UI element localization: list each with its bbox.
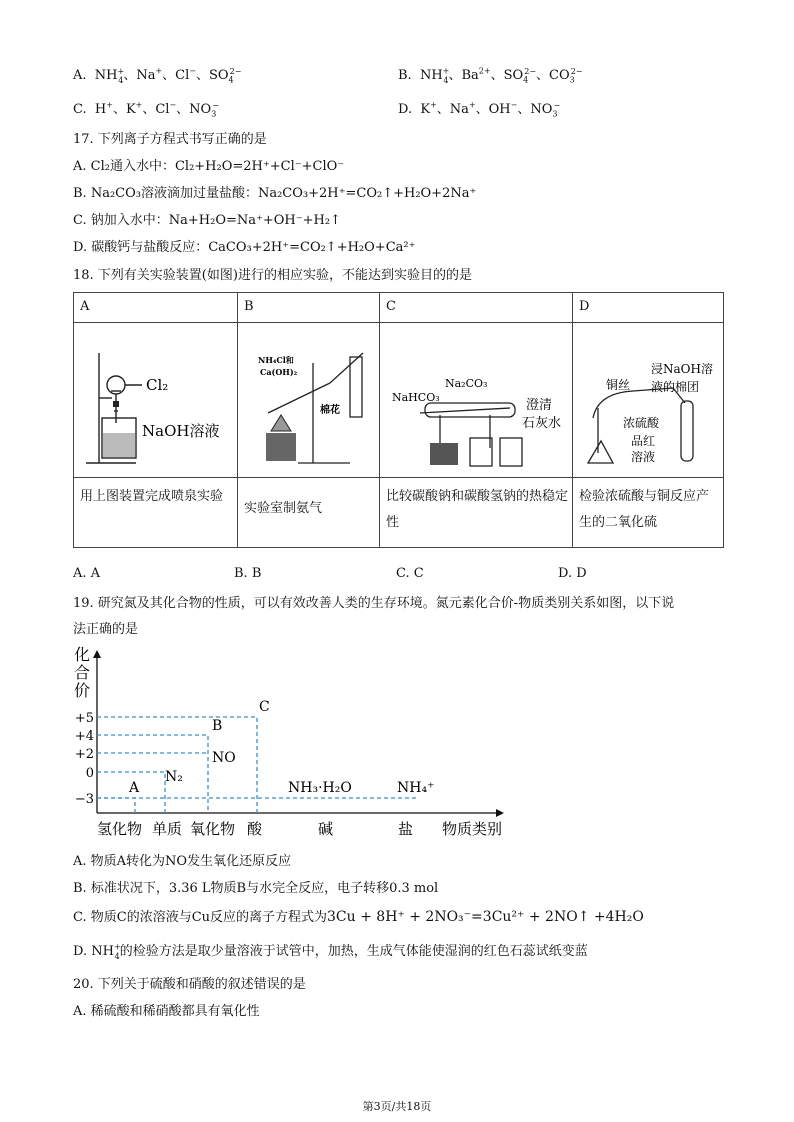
y-tick-label: +5 xyxy=(74,711,94,726)
q18-desc-d: 检验浓硫酸与铜反应产生的二氧化硫 xyxy=(573,478,724,548)
q19-option-c-equation: 3Cu + 8H⁺ + 2NO₃⁻=3Cu²⁺ + 2NO↑ +4H₂O xyxy=(327,909,644,925)
q18-figure-c xyxy=(380,323,573,478)
q16-option-b: B. $NH^+_4$、$Ba^{2+}$、$SO_4^{2-}$、$CO_3^{2-}$ xyxy=(398,66,583,85)
q18-answer-a: A. A xyxy=(73,566,101,581)
x-axis-label: 物质类别 xyxy=(442,820,503,838)
label-caoh2: Ca(OH)₂ xyxy=(260,367,298,377)
q18-desc-a: 用上图装置完成喷泉实验 xyxy=(74,478,238,548)
valence-chart-svg xyxy=(70,640,530,840)
q17-option-d: D. 碳酸钙与盐酸反应：CaCO₃+2H⁺=CO₂↑+H₂O+Ca²⁺ xyxy=(73,240,416,255)
y-tick-label: +4 xyxy=(74,729,94,744)
label-na2co3: Na₂CO₃ xyxy=(445,377,488,390)
q19-stem-line1: 19. 研究氮及其化合物的性质，可以有效改善人类的生存环境。氮元素化合价-物质类别关系如图，以下说 xyxy=(73,596,675,611)
x-category-label: 单质 xyxy=(152,820,183,838)
burner-base xyxy=(266,433,296,461)
ammonia-prep-figure xyxy=(238,323,380,473)
label-fuchsin-1: 品红 xyxy=(631,434,656,448)
q18-desc-c: 比较碳酸钠和碳酸氢钠的热稳定性 xyxy=(380,478,573,548)
point-label-N₂: N₂ xyxy=(165,769,183,785)
y-tick-label: 0 xyxy=(85,766,94,781)
label-naoh-cotton-1: 浸NaOH溶 xyxy=(651,362,713,376)
x-axis-arrow xyxy=(496,809,504,817)
q19-stem-line2: 法正确的是 xyxy=(73,622,139,637)
y-axis-arrow xyxy=(93,650,101,658)
carbonate-stability-figure xyxy=(380,323,573,473)
y-tick-label: +2 xyxy=(74,747,94,762)
q19-option-a: A. 物质A转化为NO发生氧化还原反应 xyxy=(73,854,292,869)
q20-stem: 20. 下列关于硫酸和硝酸的叙述错误的是 xyxy=(73,977,306,992)
q19-option-d-prefix: D. NH xyxy=(73,944,114,959)
y-axis-label xyxy=(74,645,90,700)
point-label-NO: NO xyxy=(212,750,236,766)
label-fuchsin-2: 溶液 xyxy=(631,450,656,464)
label-nh4cl: NH₄Cl和 xyxy=(258,355,294,365)
label-naoh-cotton-2: 液的棉团 xyxy=(651,380,700,394)
x-category-label: 酸 xyxy=(247,820,263,838)
q18-header-b: B xyxy=(238,293,380,323)
label-copper-wire: 铜丝 xyxy=(606,378,631,392)
x-category-label: 碱 xyxy=(318,820,334,838)
q18-figure-a xyxy=(74,323,238,478)
q16-option-c: C. H+、K+、Cl−、$NO_3^-$ xyxy=(73,100,220,119)
y-axis-label-char: 化 xyxy=(74,645,91,664)
label-cl2: Cl₂ xyxy=(146,376,169,394)
page-footer: 第3页/共18页 xyxy=(362,1100,432,1113)
q18-answer-c: C. C xyxy=(396,566,424,581)
q20-option-a: A. 稀硫酸和稀硝酸都具有氧化性 xyxy=(73,1004,260,1019)
label-nahco3: NaHCO₃ xyxy=(392,391,440,404)
q17-option-a: A. Cl₂通入水中：Cl₂+H₂O=2H⁺+Cl⁻+ClO⁻ xyxy=(73,159,345,174)
y-axis-label-char: 合 xyxy=(74,663,91,682)
q18-figure-d xyxy=(573,323,724,478)
q17-stem: 17. 下列离子方程式书写正确的是 xyxy=(73,132,267,147)
q18-table xyxy=(73,292,724,548)
y-tick-label: −3 xyxy=(74,792,94,807)
q19-option-d: D. $NH^+_4$的检验方法是取少量溶液于试管中，加热，生成气体能使湿润的红色石蕊试纸变蓝 xyxy=(73,942,588,961)
point-label-A: A xyxy=(129,780,140,796)
valence-guide-line xyxy=(97,735,208,813)
point-label-NH₄⁺: NH₄⁺ xyxy=(397,780,435,796)
label-naoh-solution: NaOH溶液 xyxy=(142,422,220,440)
x-category-label: 盐 xyxy=(398,820,414,838)
q19-option-b: B. 标准状况下，3.36 L物质B与水完全反应，电子转移0.3 mol xyxy=(73,881,439,896)
label-limewater-2: 石灰水 xyxy=(522,416,562,431)
label-conc-acid: 浓硫酸 xyxy=(623,416,660,430)
q19-option-c-text: C. 物质C的浓溶液与Cu反应的离子方程式为 xyxy=(73,910,328,925)
valence-guide-line xyxy=(97,798,135,813)
point-label-NH₃·H₂O: NH₃·H₂O xyxy=(288,780,352,796)
point-label-C: C xyxy=(259,699,270,715)
q18-header-d: D xyxy=(573,293,724,323)
valence-category-chart xyxy=(70,640,530,844)
q16-option-d: D. K+、Na+、OH−、$NO_3^-$ xyxy=(398,100,561,119)
label-limewater-1: 澄清 xyxy=(526,398,553,413)
q18-header-a: A xyxy=(74,293,238,323)
fountain-apparatus-figure xyxy=(74,323,238,473)
q18-stem: 18. 下列有关实验装置(如图)进行的相应实验，不能达到实验目的的是 xyxy=(73,268,472,283)
q19-option-c xyxy=(73,906,644,925)
q19-option-d-text: 的检验方法是取少量溶液于试管中，加热，生成气体能使湿润的红色石蕊试纸变蓝 xyxy=(119,944,588,959)
label-cotton: 棉花 xyxy=(320,405,340,416)
copper-sulfuric-figure xyxy=(573,323,724,473)
q17-option-b: B. Na₂CO₃溶液滴加过量盐酸：Na₂CO₃+2H⁺=CO₂↑+H₂O+2Na⁺ xyxy=(73,186,477,201)
q17-option-c: C. 钠加入水中：Na+H₂O=Na⁺+OH⁻+H₂↑ xyxy=(73,213,341,228)
q18-answer-b: B. B xyxy=(234,566,262,581)
x-category-label: 氢化物 xyxy=(97,820,143,838)
q18-answer-d: D. D xyxy=(558,566,587,581)
point-label-B: B xyxy=(212,718,223,734)
q18-header-c: C xyxy=(380,293,573,323)
q18-figure-b xyxy=(238,323,380,478)
q16-option-a: A. $NH^+_4$、Na+、Cl−、$SO_4^{2-}$ xyxy=(73,66,242,85)
x-category-label: 氧化物 xyxy=(190,820,236,838)
y-axis-label-char: 价 xyxy=(74,681,91,700)
q18-desc-b: 实验室制氨气 xyxy=(238,478,380,548)
